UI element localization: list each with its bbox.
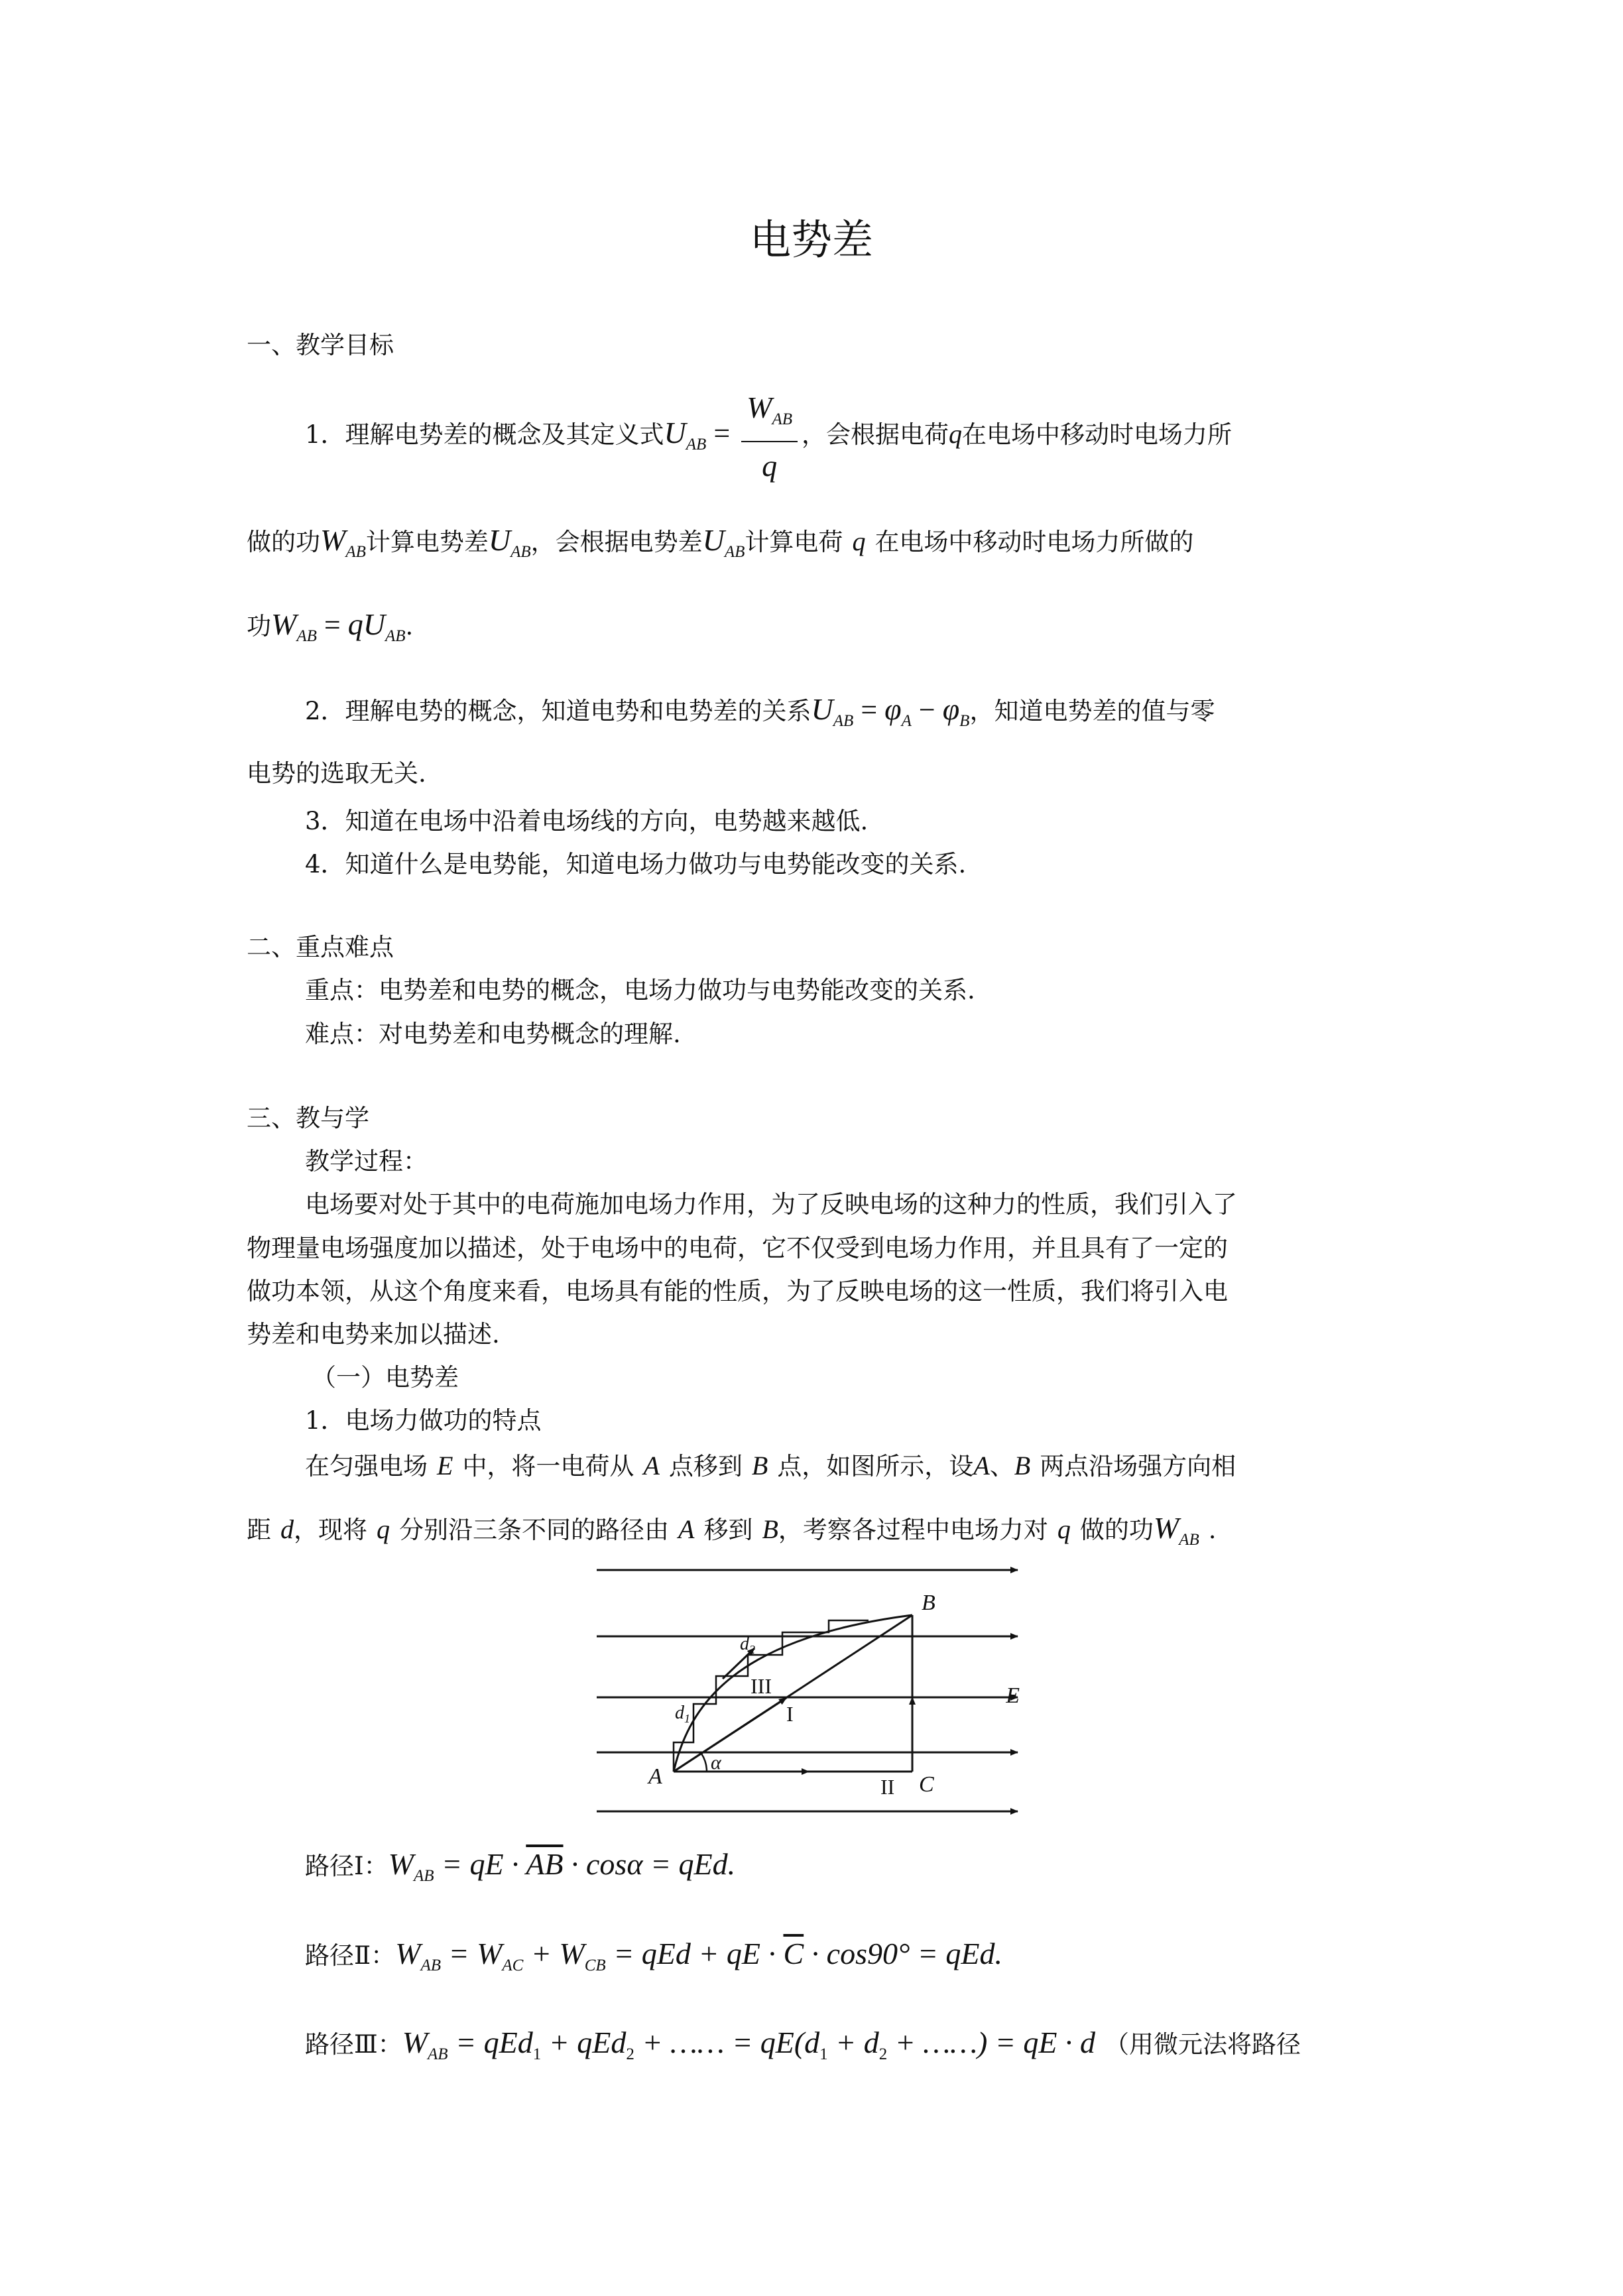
label-path-I: I (786, 1702, 794, 1726)
math-eq: = (713, 417, 731, 450)
key-point: 重点：电势差和电势的概念，电场力做功与电势能改变的关系. (305, 976, 975, 1004)
math-U: U (811, 692, 833, 726)
math-sub: AB (1179, 1531, 1199, 1549)
label-A: A (648, 1764, 662, 1789)
math-sub: AC (502, 1957, 524, 1974)
math-expr: = qEd + qE · (613, 1937, 776, 1970)
goal-1-text-a: 1．理解电势差的概念及其定义式 (305, 420, 664, 449)
difficulty: 难点：对电势差和电势概念的理解. (305, 1020, 681, 1048)
text: 2．理解电势的概念，知道电势和电势差的关系 (305, 697, 812, 725)
label-B: B (922, 1591, 935, 1615)
label-d1 (675, 1703, 690, 1725)
path-1-label: 路径Ⅰ： (305, 1852, 389, 1880)
paragraph-a (305, 1449, 1236, 1483)
math-A: A (678, 1514, 695, 1544)
text: ，考察各过程中电场力对 (778, 1516, 1048, 1544)
path-3-formula (305, 2026, 1301, 2071)
math-minus: − (918, 694, 935, 726)
math-A: A (643, 1451, 660, 1480)
text: 中，将一电荷从 (462, 1452, 634, 1480)
math-sub: AB (420, 1957, 442, 1974)
math-W: W (1153, 1511, 1179, 1545)
math-sub: AB (511, 543, 531, 561)
math-sub: 2 (626, 2045, 634, 2063)
section-heading-teaching: 三、教与学 (247, 1104, 369, 1132)
text: ，现将 (294, 1516, 367, 1544)
text: 两点沿场强方向相 (1040, 1452, 1236, 1480)
label-d2-letter: d (740, 1634, 749, 1654)
text: 移到 (703, 1516, 753, 1544)
math-W: W (402, 2025, 428, 2059)
math-U: U (363, 607, 385, 641)
intro-line-3: 做功本领，从这个角度来看，电场具有能的性质，为了反映电场的这一性质，我们将引入电 (247, 1277, 1228, 1305)
path-3-tail: （用微元法将路径 (1105, 2030, 1301, 2059)
text: 点移到 (668, 1452, 743, 1480)
math-B: B (762, 1514, 778, 1544)
math-expr: + qEd (548, 2025, 627, 2059)
section-heading-key-points: 二、重点难点 (247, 933, 394, 961)
math-sub: AB (345, 543, 366, 561)
path-3-label: 路径Ⅲ： (305, 2030, 402, 2059)
label-path-III: III (751, 1674, 772, 1698)
text: 做的功 (1079, 1516, 1154, 1544)
text: 计算电荷 (745, 528, 843, 556)
math-sub: CB (584, 1957, 606, 1974)
math-W: W (747, 390, 772, 424)
math-sub: AB (296, 627, 317, 645)
math-d: d (280, 1514, 294, 1544)
text: 分别沿三条不同的路径由 (399, 1516, 669, 1544)
math-sub: B (959, 712, 970, 730)
math-sub: AB (686, 436, 707, 453)
section-heading-goals: 一、教学目标 (247, 331, 394, 359)
math-W: W (559, 1937, 585, 1970)
math-W: W (395, 1937, 421, 1970)
path-1-formula (305, 1848, 735, 1893)
math-q: q (852, 526, 866, 556)
text: 点，如图所示，设 (777, 1452, 974, 1480)
math-B: B (751, 1451, 768, 1480)
label-C: C (919, 1772, 934, 1797)
math-expr: · cosα = qEd. (571, 1847, 736, 1881)
label-E: E (1006, 1683, 1020, 1708)
text: ，知道电势差的值与零 (969, 697, 1215, 725)
math-expr: = qE · (442, 1847, 519, 1881)
math-q: q (377, 1514, 390, 1544)
text: 做的功 (247, 528, 320, 556)
intro-line-4: 势差和电势来加以描述. (247, 1320, 500, 1349)
electric-field-diagram (590, 1565, 1028, 1830)
page-title: 电势差 (749, 215, 873, 264)
subsection-work-features: 1．电场力做功的特点 (305, 1406, 542, 1435)
math-eq: = (324, 609, 341, 641)
goal-1-text-b: ，会根据电荷 (802, 420, 949, 449)
goal-1-line-1 (305, 383, 1232, 483)
math-sub: 1 (532, 2045, 542, 2063)
math-q: q (949, 419, 963, 449)
math-eq: = (448, 1937, 469, 1970)
math-sub: AB (428, 2045, 448, 2063)
math-sub: A (901, 712, 912, 730)
goal-1-line-3 (247, 608, 413, 653)
angle-alpha-arc (701, 1754, 707, 1772)
math-W: W (388, 1847, 414, 1881)
paragraph-b (247, 1512, 1217, 1557)
text: 、 (989, 1452, 1014, 1480)
math-sub: AB (772, 410, 793, 428)
math-eq: = (861, 694, 878, 726)
text: . (1208, 1516, 1217, 1544)
math-q: q (347, 607, 363, 641)
math-sub: AB (833, 712, 854, 730)
text: 功 (247, 612, 271, 640)
math-q: q (762, 448, 778, 483)
math-phi: φ (942, 692, 960, 726)
goal-3: 3．知道在电场中沿着电场线的方向，电势越来越低. (305, 807, 869, 835)
math-A: A (973, 1451, 990, 1480)
text: 距 (247, 1516, 271, 1544)
math-q: q (1057, 1514, 1071, 1544)
subsection-potential-difference: （一）电势差 (312, 1363, 459, 1392)
math-expr: + …… = qE(d (642, 2025, 820, 2059)
math-plus: + (530, 1937, 552, 1970)
label-path-II: II (880, 1775, 895, 1799)
process-label: 教学过程： (305, 1147, 428, 1176)
goal-2-line-2: 电势的选取无关. (247, 759, 426, 788)
math-sub: AB (724, 543, 745, 561)
math-W: W (477, 1937, 503, 1970)
math-sub: 1 (819, 2045, 828, 2063)
math-BC-overline: $\overline{C}$ (783, 1937, 804, 1970)
math-sub: AB (413, 1867, 434, 1885)
goal-1-text-c: 在电场中移动时电场力所 (962, 420, 1232, 449)
math-AB-overline: $\overline{AB}$ (526, 1847, 564, 1881)
text: ，会根据电势差 (530, 528, 703, 556)
math-U: U (702, 523, 725, 557)
text: 计算电势差 (365, 528, 489, 556)
math-expr: = qEd (455, 2025, 533, 2059)
label-d1-sub: 1 (684, 1712, 690, 1725)
path-2-label: 路径Ⅱ： (305, 1941, 396, 1970)
math-U: U (488, 523, 511, 557)
path-2-formula (305, 1937, 1002, 1982)
text: 在匀强电场 (305, 1452, 428, 1480)
label-d1-letter: d (675, 1703, 684, 1723)
math-expr: + ……) = qE · d (894, 2025, 1096, 2059)
math-phi: φ (884, 692, 902, 726)
fraction-WAB-over-q (741, 389, 798, 485)
math-W: W (271, 607, 297, 641)
math-expr: · cos90° = qEd. (811, 1937, 1003, 1970)
intro-line-2: 物理量电场强度加以描述，处于电场中的电荷，它不仅受到电场力作用，并且具有了一定的 (247, 1234, 1228, 1262)
goal-4: 4．知道什么是电势能，知道电场力做功与电势能改变的关系. (305, 850, 967, 878)
math-E: E (437, 1451, 453, 1480)
label-alpha: α (711, 1752, 721, 1774)
label-d2-sub: 2 (749, 1643, 755, 1656)
math-B: B (1014, 1451, 1031, 1480)
goal-1-line-2 (247, 524, 1193, 569)
math-expr: + d (835, 2025, 879, 2059)
math-U: U (664, 416, 686, 450)
text: 在电场中移动时电场力所做的 (874, 528, 1194, 556)
goal-2-line-1 (305, 693, 1215, 738)
intro-line-1: 电场要对处于其中的电荷施加电场力作用，为了反映电场的这种力的性质，我们引入了 (305, 1190, 1237, 1219)
math-W: W (320, 523, 346, 557)
math-sub: 2 (878, 2045, 888, 2063)
text: . (405, 612, 414, 640)
path-1-arrow (674, 1698, 786, 1772)
math-sub: AB (385, 627, 406, 645)
